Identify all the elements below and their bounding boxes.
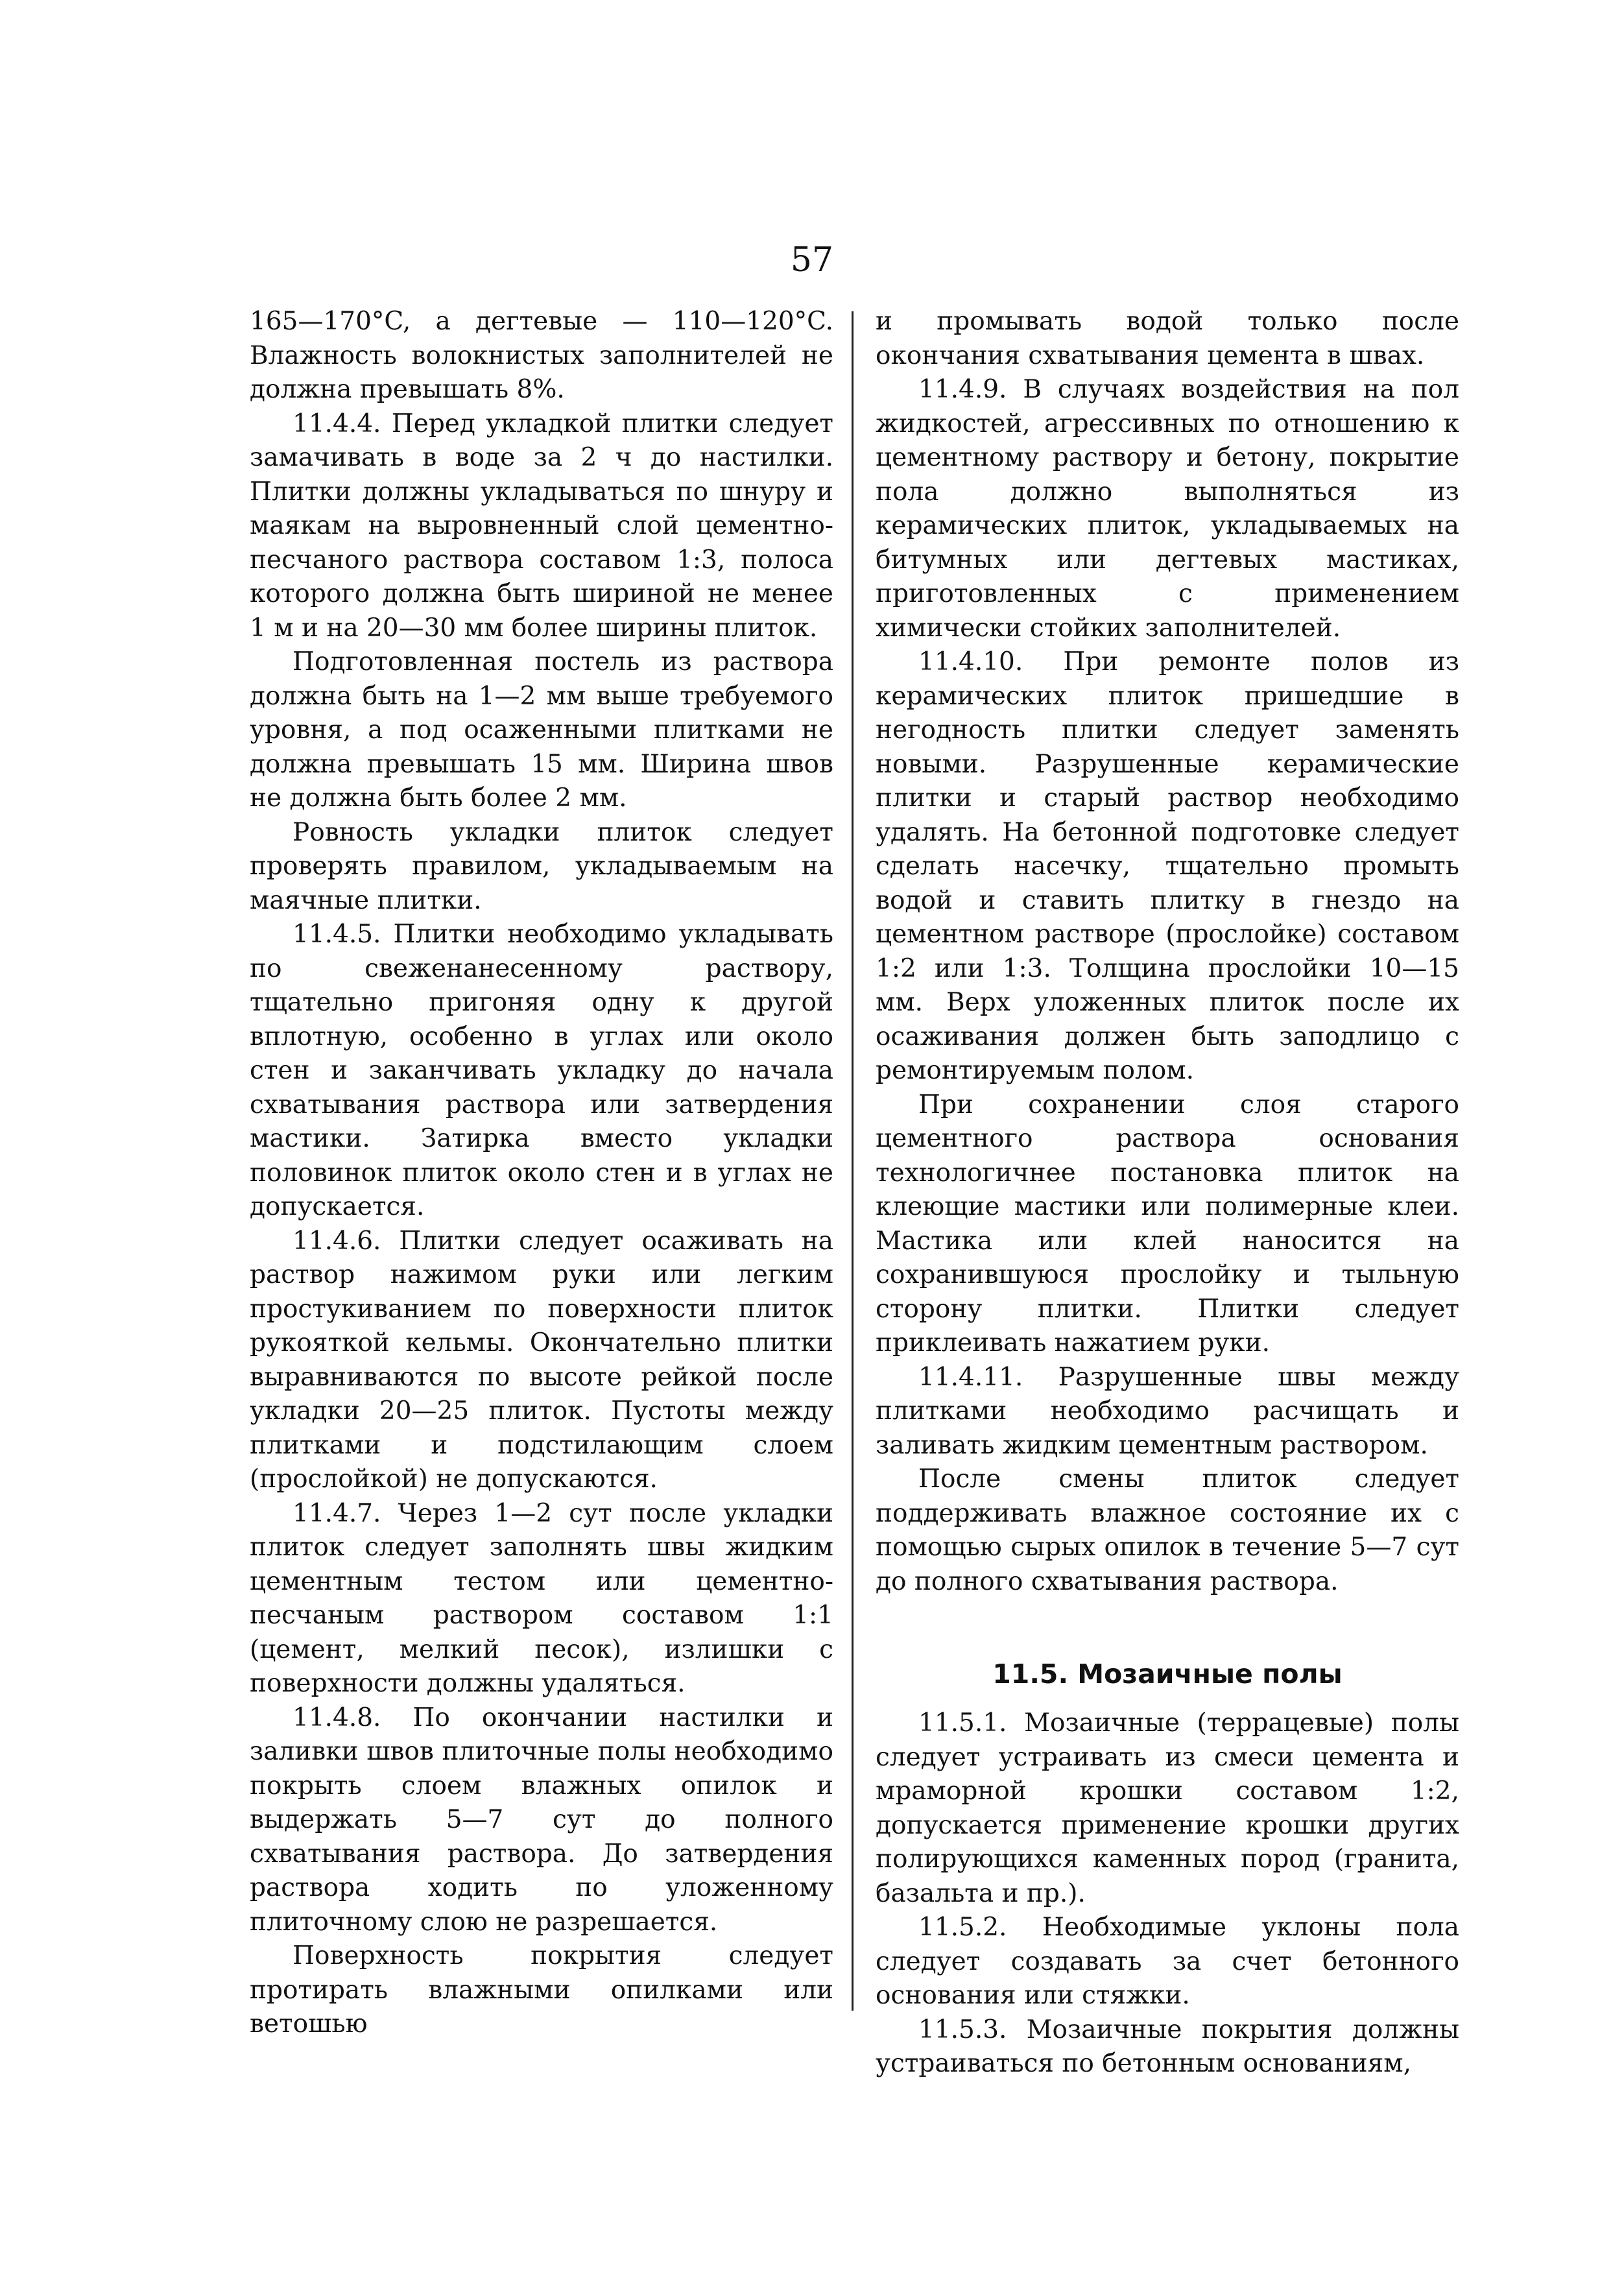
right-column <box>876 305 1459 2081</box>
paragraph: и промывать водой только после окончания схватывания цемента в швах. <box>876 307 1459 370</box>
paragraph: 11.5.3. Мозаичные покрытия должны устраиваться по бетонным основаниям, <box>876 2015 1459 2078</box>
paragraph: 11.4.9. В случаях воздействия на пол жидкостей, агрессивных по отношению к цементному раствору и бетону, покрытие пола должно выполняться из керамических плиток, укладываемых на битумных или дегтевых мастиках, приготовленных с применением химически стойких заполнителей. <box>876 375 1459 643</box>
paragraph: При сохранении слоя старого цементного раствора основания технологичнее постановка плиток на клеющие мастики или полимерные клеи. Мастика или клей наносится на сохранившуюся прослойку и тыльную сторону плитки. Плитки следует приклеивать нажатием руки. <box>876 1090 1459 1358</box>
paragraph: 11.4.8. По окончании настилки и заливки швов плиточные полы необходимо покрыть слоем влажных опилок и выдержать 5—7 сут до полного схватывания раствора. До затвердения раствора ходить по уложенному плиточному слою не разрешается. <box>250 1703 833 1937</box>
paragraph: После смены плиток следует поддерживать влажное состояние их с помощью сырых опилок в течение 5—7 сут до полного схватывания раствора. <box>876 1465 1459 1596</box>
paragraph: 11.4.7. Через 1—2 сут после укладки плиток следует заполнять швы жидким цементным тестом или цементно-песчаным раствором составом 1:1 (цемент, мелкий песок), излишки с поверхности должны удаляться. <box>250 1498 833 1698</box>
paragraph: 11.4.5. Плитки необходимо укладывать по свеженанесенному раствору, тщательно пригоняя одну к другой вплотную, особенно в углах или около стен и заканчивать укладку до начала схватывания раствора или затвердения мастики. Затирка вместо укладки половинок плиток около стен и в углах не допускается. <box>250 920 833 1221</box>
paragraph: 11.5.1. Мозаичные (террацевые) полы следует устраивать из смеси цемента и мраморной крошки составом 1:2, допускается применение крошки других полирующихся каменных пород (гранита, базальта и пр.). <box>876 1708 1459 1908</box>
paragraph: 11.4.4. Перед укладкой плитки следует замачивать в воде за 2 ч до настилки. Плитки должны укладываться по шнуру и маякам на выровненный слой цементно-песчаного раствора составом 1:3, полоса которого должна быть шириной не менее 1 м и на 20—30 мм более ширины плиток. <box>250 409 833 643</box>
page-number: 57 <box>790 241 834 280</box>
paragraph: 11.4.6. Плитки следует осаживать на раствор нажимом руки или легким простукиванием по поверхности плиток рукояткой кельмы. Окончательно плитки выравниваются по высоте рейкой после укладки 20—25 плиток. Пустоты между плитками и подстилающим слоем (прослойкой) не допускаются. <box>250 1226 833 1494</box>
paragraph: Ровность укладки плиток следует проверять правилом, укладываемым на маячные плитки. <box>250 817 833 915</box>
paragraph: 11.5.2. Необходимые уклоны пола следует создавать за счет бетонного основания или стяжки. <box>876 1913 1459 2010</box>
paragraph: 11.4.11. Разрушенные швы между плитками необходимо расчищать и заливать жидким цементным раствором. <box>876 1362 1459 1460</box>
section-heading: 11.5. Мозаичные полы <box>992 1658 1343 1690</box>
left-column <box>250 305 833 2042</box>
column-divider <box>852 311 854 2011</box>
paragraph: Поверхность покрытия следует протирать влажными опилками или ветошью <box>250 1941 833 2039</box>
paragraph: 11.4.10. При ремонте полов из керамических плиток пришедшие в негодность плитки следует заменять новыми. Разрушенные керамические плитки и старый раствор необходимо удалять. На бетонной подготовке следует сделать насечку, тщательно промыть водой и ставить плитку в гнездо на цементном растворе (прослойке) составом 1:2 или 1:3. Толщина прослойки 10—15 мм. Верх уложенных плиток после их осаживания должен быть заподлицо с ремонтируемым полом. <box>876 647 1459 1085</box>
paragraph: Подготовленная постель из раствора должна быть на 1—2 мм выше требуемого уровня, а под осаженными плитками не должна превышать 15 мм. Ширина швов не должна быть более 2 мм. <box>250 647 833 813</box>
paragraph: 165—170°C, а дегтевые — 110—120°C. Влажность волокнистых заполнителей не должна превышать 8%. <box>250 307 833 404</box>
